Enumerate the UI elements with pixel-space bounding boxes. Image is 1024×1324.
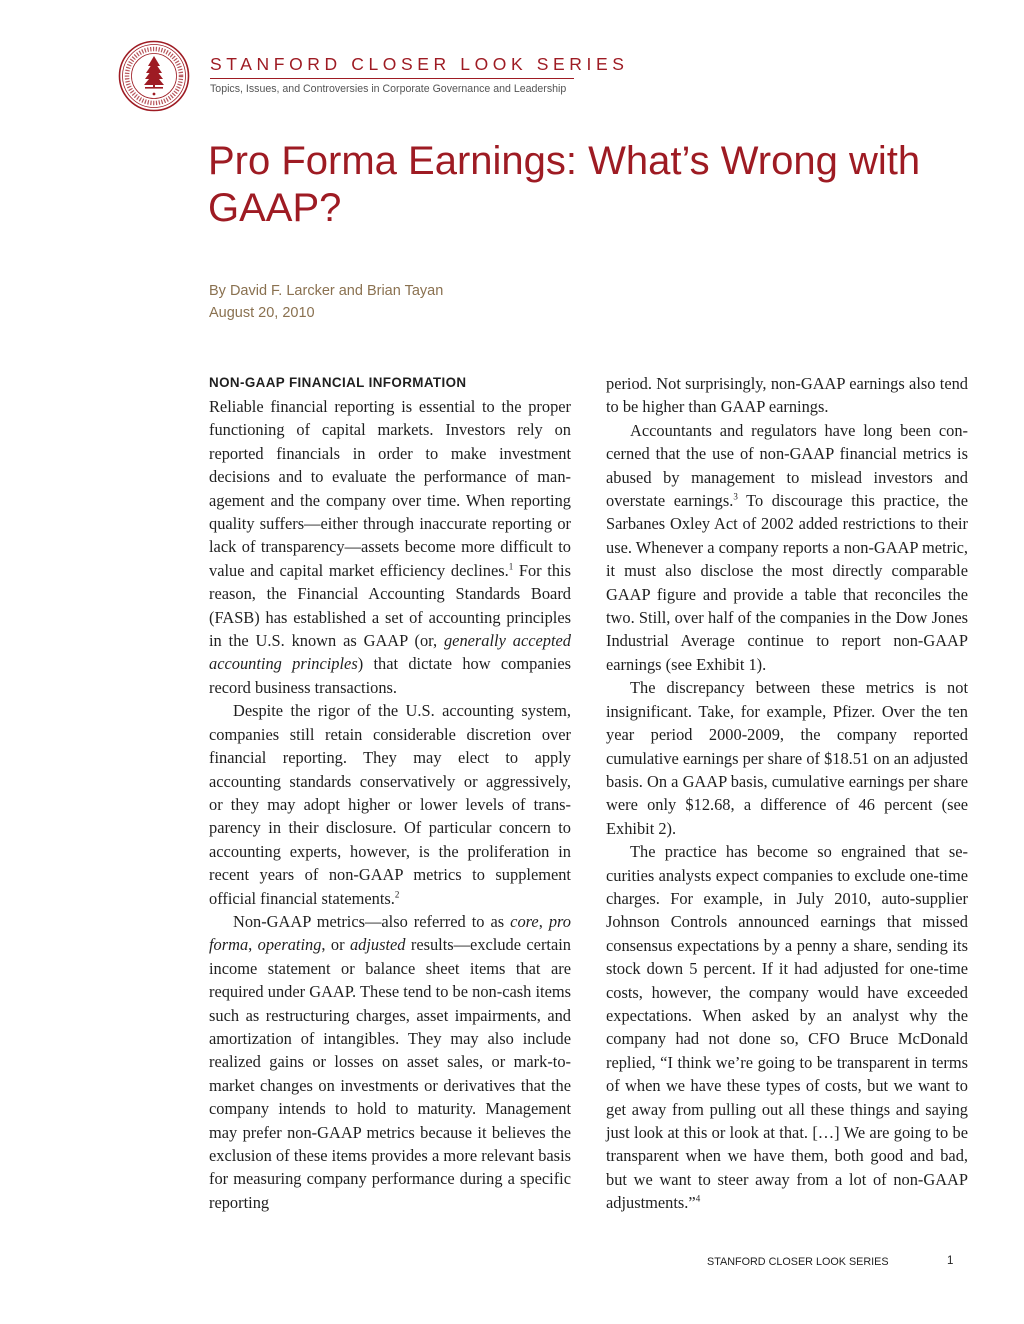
paragraph-2-text: Despite the rigor of the U.S. accounting system, companies still retain considerable discretion over financial reporting. They may elect to apply accounting standards conservatively or aggressively, or they may adopt higher or lower levels of transparency in their disclosure. Of particular concern to accounting experts, however, is the proliferation in recent years of non-GAAP metrics to supplement official financial statements. <box>209 701 571 908</box>
term-operating: operating <box>257 935 322 955</box>
term-adjusted: adjusted <box>349 935 406 955</box>
page-number: 1 <box>947 1255 954 1267</box>
paragraph-7-text: The practice has become so engrained that securities analysts expect companies to exclude one-time charges. For example, in July 2010, auto-supplier Johnson Controls announced earnings that missed consensus expectations by a penny a share, sending its stock down 5 percent. If it had adjusted for one-time costs, however, the company would have exceeded expectations. When asked by an analyst why the company had not done so, CFO Bruce McDonald replied, “I think we’re going to be transparent in terms of when we have these types of costs, but we want to get away from pulling out all these things and saying just look at this or look at that. […] We are going to be transparent when we have them, both good and bad, but we want to steer away from a lot of non-GAAP adjustments.” <box>606 842 968 1213</box>
section-heading: NON-GAAP FINANCIAL INFORMATION <box>209 375 467 390</box>
paragraph-5-text-a: Accountants and regulators have long been concerned that the use of non-GAAP financial metrics is abused by management to mislead investors and overstate earnings. <box>606 420 968 511</box>
paragraph-3-text-b: results—exclude certain income statement or balance sheet items that are required under GAAP. These tend to be non-cash items such as restructuring charges, asset impairments, and amortization of intangibles. They may also include realized gains or losses on asset sales, or mark-to-market changes on investments or derivatives that the company intends to hold to maturity. Management may prefer non-GAAP metrics because it believes the exclusion of these items provides a more relevant basis for measuring company performance during a specific reporting <box>209 935 571 1212</box>
series-name: STANFORD CLOSER LOOK SERIES <box>210 54 629 74</box>
separator-3: , or <box>321 935 350 955</box>
byline-date: August 20, 2010 <box>209 305 315 321</box>
paragraph-3-text-a: Non-GAAP metrics—also referred to as <box>233 911 511 931</box>
stanford-seal-icon <box>118 40 190 112</box>
footnote-ref-4: 4 <box>695 1193 701 1204</box>
footnote-ref-2: 2 <box>394 889 400 900</box>
series-rule <box>210 78 574 79</box>
paragraph-5-text-b: To discourage this practice, the Sarbanes Oxley Act of 2002 added restrictions to their use. Whenever a company reports a non-GAAP metric, it must also disclose the most directly comparable GAAP figure and provide a table that reconciles the two. Still, over half of the companies in the Dow Jones Industrial Average continue to report non-GAAP earnings (see Exhibit 1). <box>606 491 968 674</box>
right-column <box>606 372 968 1215</box>
byline-authors: By David F. Larcker and Brian Tayan <box>209 283 444 299</box>
term-core: core <box>510 911 539 931</box>
paragraph-6: The discrepancy between these metrics is not insignificant. Take, for example, Pfizer. Over the ten year period 2000-2009, the company reported cumulative earnings per share of $18.51 on an adjusted basis. On a GAAP basis, cumulative earnings per share were only $12.68, a difference of 46 percent (see Exhibit 2). <box>606 678 968 838</box>
paragraph-1-text-a: Reliable financial reporting is essential to the proper functioning of capital markets. Investors rely on reported financials in order to make investment decisions and to evaluate the performance of management and the company over time. When reporting quality suffers—either through inaccurate reporting or lack of transparency—assets become more difficult to value and capital market efficiency declines. <box>209 397 571 580</box>
paragraph-1-text-b: For this reason, the Financial Accounting Standards Board (FASB) has established a set of accounting principles in the U.S. known as GAAP (or, <box>209 560 571 651</box>
paragraph-1-text-c: ) that dictate how companies record business transactions. <box>209 654 571 697</box>
gaap-definition: generally accepted accounting principles <box>209 631 572 674</box>
left-column <box>209 372 571 1214</box>
byline <box>209 280 443 324</box>
term-pro-forma: pro forma <box>209 911 571 955</box>
separator-2: , <box>248 935 258 955</box>
paragraph-5 <box>606 419 968 676</box>
footer-series-name: STANFORD CLOSER LOOK SERIES <box>707 1256 889 1268</box>
series-tagline: Topics, Issues, and Controversies in Corporate Governance and Leadership <box>210 83 567 95</box>
footnote-ref-3: 3 <box>733 491 738 502</box>
paragraph-7 <box>606 840 968 1215</box>
paragraph-4: period. Not surprisingly, non-GAAP earnings also tend to be higher than GAAP earnings. <box>606 374 968 417</box>
page-title: Pro Forma Earnings: What’s Wrong with GAAP? <box>208 139 921 230</box>
paragraph-2 <box>209 699 571 910</box>
paragraph-1 <box>209 395 571 699</box>
separator-1: , <box>538 911 549 931</box>
footnote-ref-1: 1 <box>508 561 514 572</box>
paragraph-3 <box>209 910 571 1214</box>
